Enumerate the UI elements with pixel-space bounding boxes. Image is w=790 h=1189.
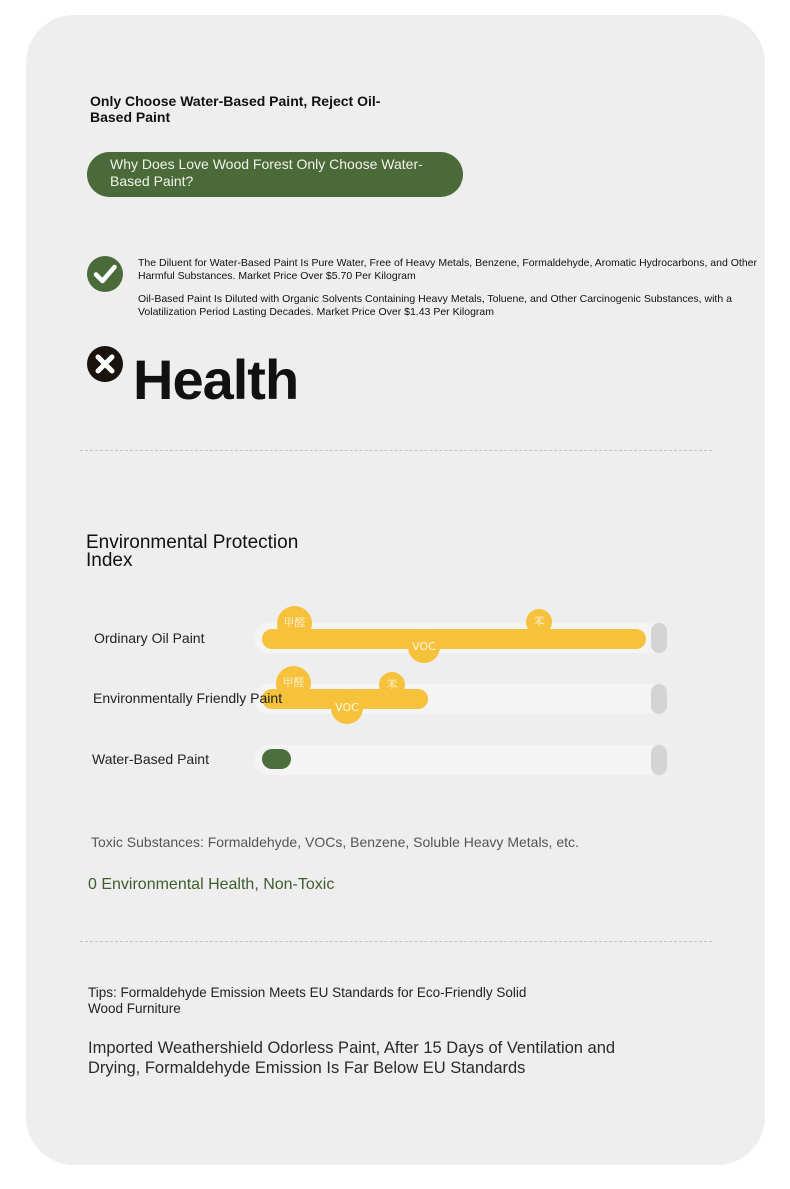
track-end-cap (651, 623, 667, 653)
check-circle-icon (87, 256, 123, 292)
non-toxic-note: 0 Environmental Health, Non-Toxic (88, 876, 335, 893)
formaldehyde-tag: 甲醛 (276, 666, 311, 701)
divider (80, 941, 712, 942)
page-title: Only Choose Water-Based Paint, Reject Oil-Based Paint (90, 93, 381, 125)
health-headline: Health (133, 348, 299, 411)
track-end-cap (651, 745, 667, 775)
divider (80, 450, 712, 451)
oil-based-description: Oil-Based Paint Is Diluted with Organic Solvents Containing Heavy Metals, Toluene, and Other Carcinogenic Substances, with a Volatilization Period Lasting Decades. Market Price Over $1.43 Per Kilogram (138, 293, 732, 318)
index-title: Environmental Protection Index (86, 532, 299, 571)
track-end-cap (651, 684, 667, 714)
index-bar-oil (262, 629, 646, 649)
benzene-tag: 苯 (526, 609, 552, 635)
row-label-water: Water-Based Paint (92, 751, 209, 767)
tips-text: Tips: Formaldehyde Emission Meets EU Standards for Eco-Friendly Solid Wood Furniture (88, 985, 527, 1016)
voc-tag: VOC (408, 631, 440, 663)
formaldehyde-tag: 甲醛 (277, 606, 312, 641)
tips-detail: Imported Weathershield Odorless Paint, After 15 Days of Ventilation and Drying, Formaldehyde Emission Is Far Below EU Standards (88, 1039, 616, 1077)
index-bar-water (262, 749, 291, 769)
row-label-eco: Environmentally Friendly Paint (93, 690, 283, 706)
water-based-description: The Diluent for Water-Based Paint Is Pure Water, Free of Heavy Metals, Benzene, Formaldehyde, Aromatic Hydrocarbons, and Other Harmful Substances. Market Price Over $5.70 Per Kilogram (138, 257, 757, 282)
toxic-note: Toxic Substances: Formaldehyde, VOCs, Benzene, Soluble Heavy Metals, etc. (91, 834, 579, 850)
x-circle-icon (87, 346, 123, 382)
question-banner: Why Does Love Wood Forest Only Choose Water-Based Paint? (87, 152, 463, 197)
row-label-oil: Ordinary Oil Paint (94, 630, 205, 646)
index-track-water (254, 745, 666, 775)
benzene-tag: 苯 (379, 672, 405, 698)
voc-tag: VOC (331, 692, 363, 724)
